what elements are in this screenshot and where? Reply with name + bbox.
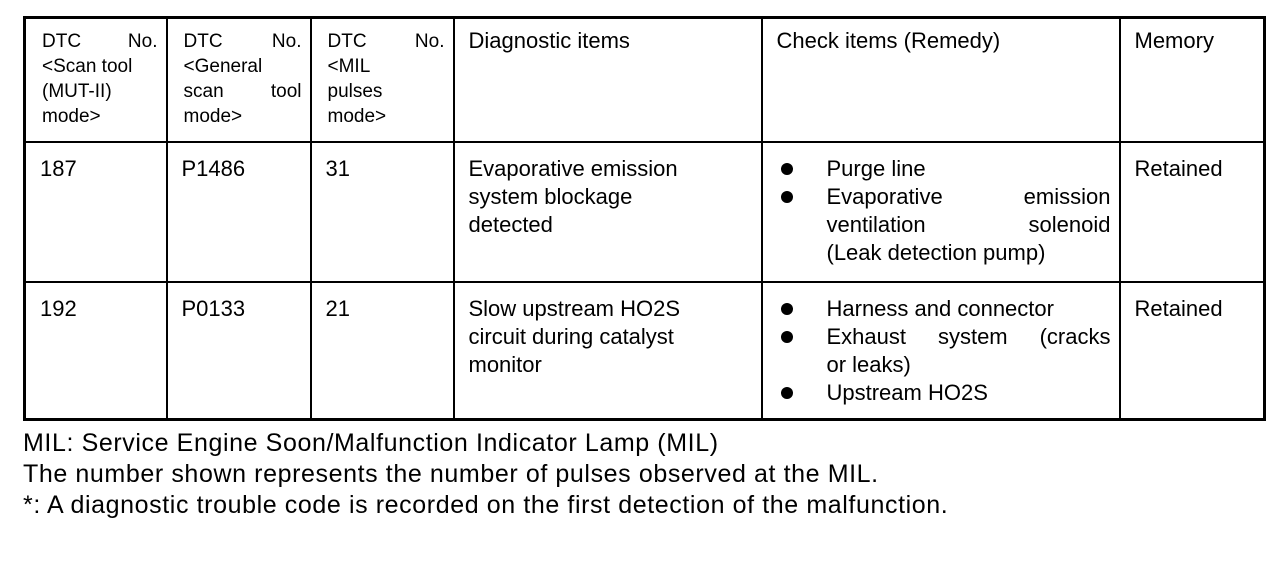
list-item: Evaporative emission ventilation solenoid (Leak detection pump) [777,183,1111,267]
header-check-items: Check items (Remedy) [762,18,1120,142]
cell-check-items [762,282,1120,420]
list-item: Exhaust system (cracks or leaks) [777,323,1111,379]
header-dtc-mil: DTC No. <MIL pulses mode> [311,18,454,142]
list-item: Upstream HO2S [777,379,1111,407]
cell-diagnostic-item: Evaporative emission system blockage detected [454,142,762,282]
cell-check-items [762,142,1120,282]
bullet-icon [781,163,793,175]
bullet-icon [781,191,793,203]
footnote-pulses: The number shown represents the number of pulses observed at the MIL. [23,460,879,488]
dtc-table [23,16,1266,421]
bullet-icon [781,331,793,343]
cell-memory: Retained [1120,142,1265,282]
table-header-row [25,18,1265,142]
cell-general-code: P0133 [167,282,311,420]
cell-general-code: P1486 [167,142,311,282]
footnote-recording: *: A diagnostic trouble code is recorded on the first detection of the malfunction. [23,491,949,519]
table-row [25,282,1265,420]
check-list [777,295,1111,407]
cell-mil-code: 21 [311,282,454,420]
cell-scan-tool-code: 187 [25,142,167,282]
cell-diagnostic-item: Slow upstream HO2S circuit during catalyst monitor [454,282,762,420]
list-item: Harness and connector [777,295,1111,323]
cell-memory: Retained [1120,282,1265,420]
header-memory: Memory [1120,18,1265,142]
bullet-icon [781,387,793,399]
header-dtc-general: DTC No. <General scan tool mode> [167,18,311,142]
list-item: Purge line [777,155,1111,183]
bullet-icon [781,303,793,315]
table-row [25,142,1265,282]
footnote-mil-definition: MIL: Service Engine Soon/Malfunction Indicator Lamp (MIL) [23,429,719,457]
check-list [777,155,1111,267]
footnotes [23,428,1223,521]
cell-scan-tool-code: 192 [25,282,167,420]
header-diagnostic-items: Diagnostic items [454,18,762,142]
header-dtc-scan-tool: DTC No. <Scan tool (MUT-II) mode> [25,18,167,142]
cell-mil-code: 31 [311,142,454,282]
